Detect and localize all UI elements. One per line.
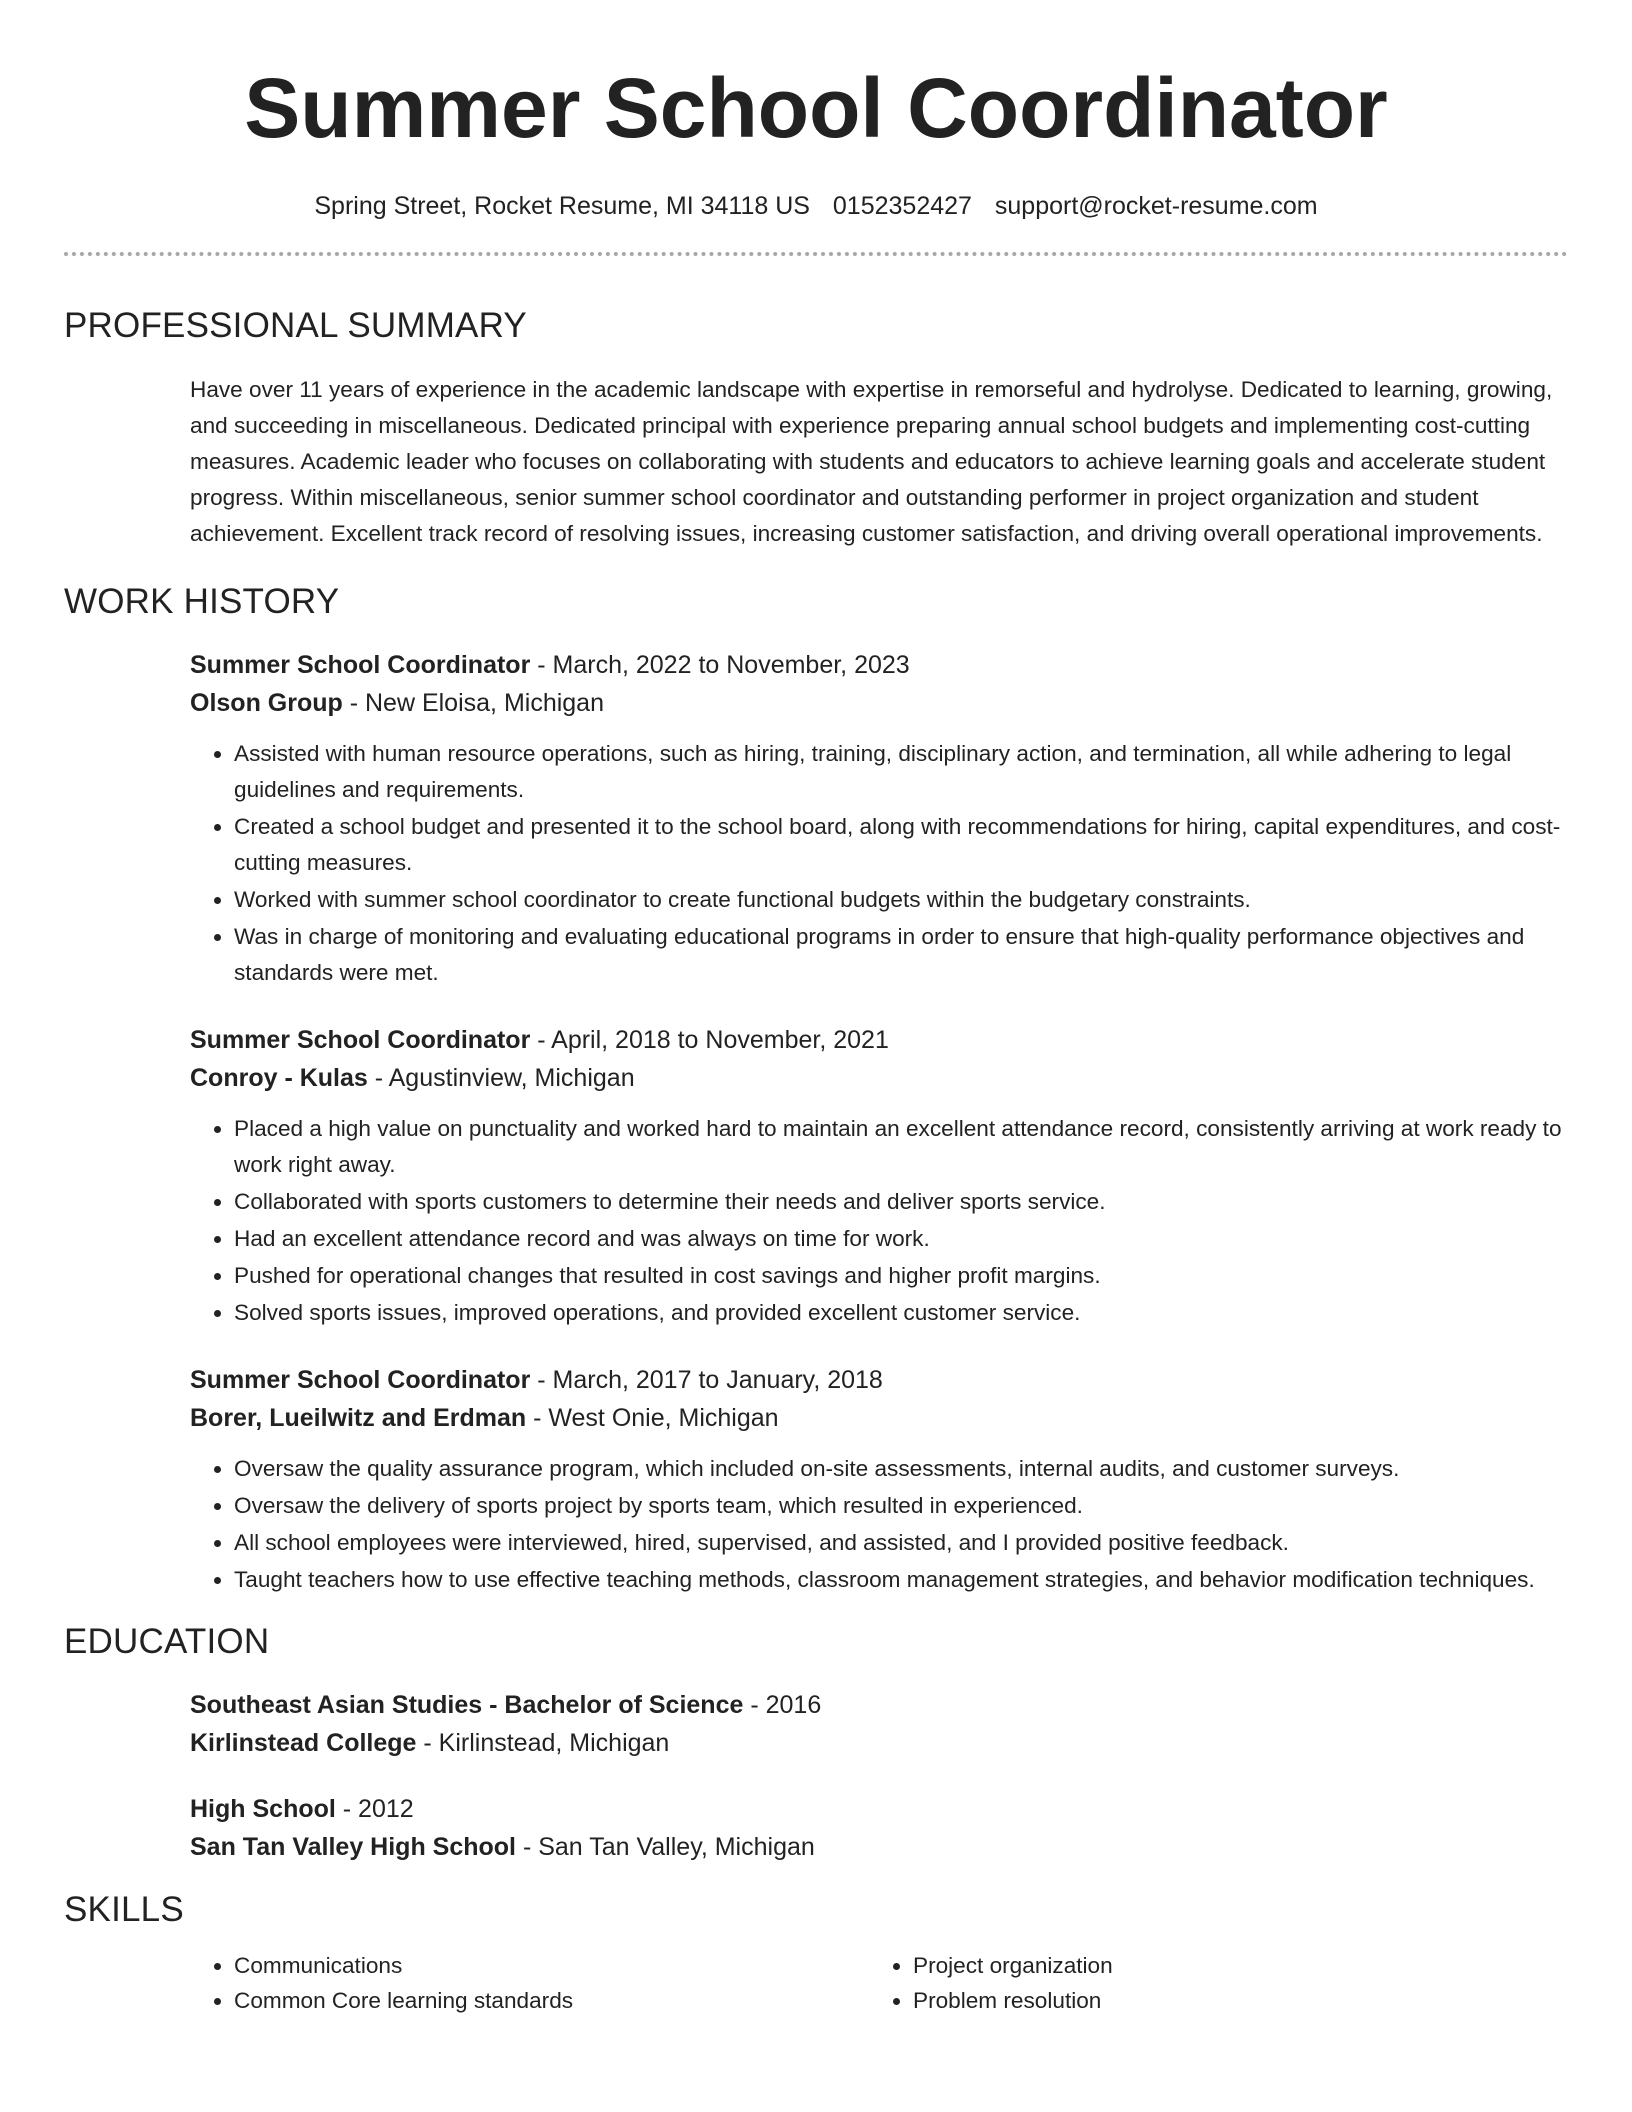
education-school: Kirlinstead College [190,1729,417,1757]
job-bullets [190,1111,1568,1331]
job-bullet: • Had an excellent attendance record and was always on time for work. [234,1221,1568,1257]
education-entry [190,1790,1568,1866]
skill-item: • Common Core learning standards [234,1983,869,2018]
education-degree: High School [190,1795,336,1823]
job-location: - West Onie, Michigan [526,1404,779,1432]
job-title-line [190,1361,1568,1399]
job-dates: - March, 2017 to January, 2018 [530,1366,883,1394]
section-title-summary: PROFESSIONAL SUMMARY [64,306,527,345]
job-company-line [190,1059,1568,1097]
contact-line [64,188,1568,224]
job-bullet: • Was in charge of monitoring and evaluating educational programs in order to ensure that high-quality performance objectives and standards were met. [234,919,1568,991]
contact-email: support@rocket-resume.com [994,192,1318,220]
job-bullets [190,1451,1568,1598]
education-location: - Kirlinstead, Michigan [416,1729,670,1757]
job-role: Summer School Coordinator [190,1026,531,1054]
contact-phone: 0152352427 [832,192,972,220]
job-company-line [190,684,1568,722]
header-divider [64,252,1568,256]
skill-item: • Problem resolution [913,1983,1548,2018]
job-bullets [190,736,1568,991]
job-dates: - April, 2018 to November, 2021 [530,1026,889,1054]
education-year: - 2016 [743,1691,822,1719]
job-location: - New Eloisa, Michigan [342,689,604,717]
job-bullet: • Worked with summer school coordinator to create functional budgets within the budgetary constraints. [234,882,1568,918]
summary-text: Have over 11 years of experience in the academic landscape with expertise in remorseful and hydrolyse. Dedicated to learning, growing, and succeeding in miscellaneous. Dedicated principal with experience preparing annual school budgets and implementing cost-cutting measures. Academic leader who focuses on collaborating with students and educators to achieve learning goals and accelerate student progress. Within miscellaneous, senior summer school coordinator and outstanding performer in project organization and student achievement. Excellent track record of resolving issues, increasing customer satisfaction, and driving overall operational improvements. [190,377,1553,546]
job-bullet: • Created a school budget and presented it to the school board, along with recommendations for hiring, capital expenditures, and cost-cutting measures. [234,809,1568,881]
job-entry [190,1021,1568,1331]
section-title-work-history: WORK HISTORY [64,582,340,621]
skills-column-right [869,1948,1548,2018]
education-degree-line [190,1686,1568,1724]
education-school-line [190,1724,1568,1762]
job-bullet: • Oversaw the quality assurance program, which included on-site assessments, internal audits, and customer surveys. [234,1451,1568,1487]
job-company: Olson Group [190,689,343,717]
job-bullet: • Solved sports issues, improved operations, and provided excellent customer service. [234,1295,1568,1331]
section-title-skills: SKILLS [64,1890,184,1929]
job-company: Conroy - Kulas [190,1064,368,1092]
education-degree: Southeast Asian Studies - Bachelor of Science [190,1691,744,1719]
skills-grid [190,1948,1568,2018]
job-company-line [190,1399,1568,1437]
skill-item: • Project organization [913,1948,1548,1983]
education-entry [190,1686,1568,1762]
job-title-line [190,1021,1568,1059]
skill-item: • Communications [234,1948,869,1983]
contact-address: Spring Street, Rocket Resume, MI 34118 US [314,192,810,220]
job-title-line [190,646,1568,684]
education-location: - San Tan Valley, Michigan [516,1833,815,1861]
job-dates: - March, 2022 to November, 2023 [530,651,910,679]
job-bullet: • Collaborated with sports customers to determine their needs and deliver sports service. [234,1184,1568,1220]
job-entry [190,1361,1568,1598]
job-bullet: • All school employees were interviewed, hired, supervised, and assisted, and I provided positive feedback. [234,1525,1568,1561]
education-school-line [190,1828,1568,1866]
skills-column-left [190,1948,869,2018]
job-bullet: • Assisted with human resource operations, such as hiring, training, disciplinary action, and termination, all while adhering to legal guidelines and requirements. [234,736,1568,808]
candidate-name: Summer School Coordinator [244,61,1388,155]
education-degree-line [190,1790,1568,1828]
job-bullet: • Pushed for operational changes that resulted in cost savings and higher profit margins. [234,1258,1568,1294]
job-role: Summer School Coordinator [190,651,531,679]
education-school: San Tan Valley High School [190,1833,517,1861]
job-bullet: • Oversaw the delivery of sports project by sports team, which resulted in experienced. [234,1488,1568,1524]
job-entry [190,646,1568,991]
job-location: - Agustinview, Michigan [367,1064,635,1092]
education-year: - 2012 [335,1795,414,1823]
section-title-education: EDUCATION [64,1622,270,1661]
job-company: Borer, Lueilwitz and Erdman [190,1404,527,1432]
job-bullet: • Taught teachers how to use effective teaching methods, classroom management strategies, and behavior modification techniques. [234,1562,1568,1598]
job-bullet: • Placed a high value on punctuality and worked hard to maintain an excellent attendance record, consistently arriving at work ready to work right away. [234,1111,1568,1183]
job-role: Summer School Coordinator [190,1366,531,1394]
